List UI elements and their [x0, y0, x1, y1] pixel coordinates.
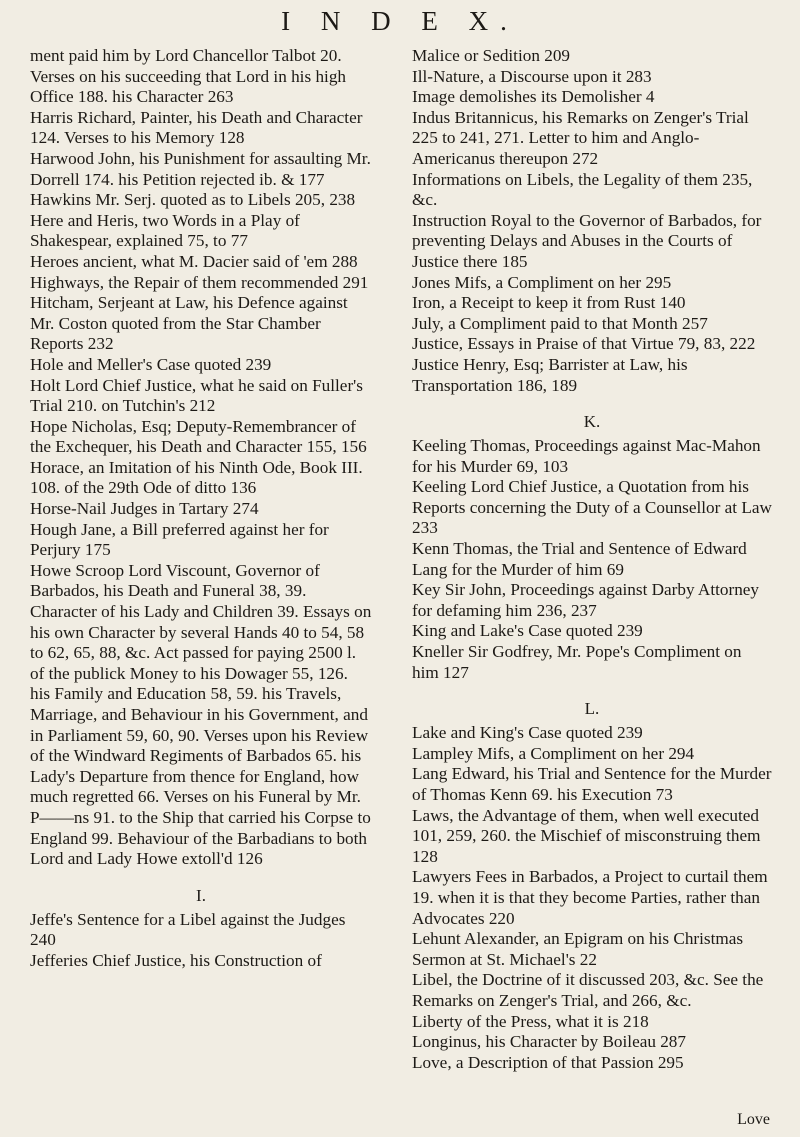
index-entry: Malice or Sedition 209 [412, 46, 571, 65]
index-entry: Lang Edward, his Trial and Sentence for the Murder of Thomas Kenn 69. his Execution 73 [412, 764, 772, 804]
index-entry: July, a Compliment paid to that Month 257 [412, 313, 708, 333]
index-entry: Ill-Nature, a Discourse upon it 283 [412, 66, 652, 86]
index-entry: Laws, the Advantage of them, when well executed 101, 259, 260. the Mischief of misconstruing them 128 [412, 805, 761, 866]
index-entry: Kneller Sir Godfrey, Mr. Pope's Compliment on him 127 [412, 642, 742, 682]
index-entry: Hitcham, Serjeant at Law, his Defence against Mr. Coston quoted from the Star Chamber Reports 232 [30, 293, 348, 354]
index-entry: Horace, an Imitation of his Ninth Ode, Book III. 108. of the 29th Ode of ditto 136 [30, 457, 363, 498]
index-entry: Jefferies Chief Justice, his Construction of [30, 950, 322, 970]
catchword: Love [737, 1111, 770, 1128]
index-entry: Here and Heris, two Words in a Play of Shakespear, explained 75, to 77 [30, 210, 300, 251]
index-entry: Hole and Meller's Case quoted 239 [30, 354, 272, 374]
index-entry: Indus Britannicus, his Remarks on Zenger's Trial 225 to 241, 271. Letter to him and Anglo-Americanus thereupon 272 [412, 107, 749, 168]
index-entry: Kenn Thomas, the Trial and Sentence of Edward Lang for the Murder of him 69 [412, 539, 747, 579]
index-entry: Keeling Thomas, Proceedings against Mac-Mahon for his Murder 69, 103 [412, 436, 761, 476]
index-entry: Key Sir John, Proceedings against Darby Attorney for defaming him 236, 237 [412, 580, 760, 620]
index-entry: Jones Mifs, a Compliment on her 295 [412, 272, 672, 292]
section-letter: I. [196, 885, 206, 905]
index-entry: Love, a Description of that Passion 295 [412, 1052, 684, 1072]
index-entry: Instruction Royal to the Governor of Barbados, for preventing Delays and Abuses in the Courts of Justice there 185 [412, 210, 762, 271]
page-header: I N D E X. [281, 6, 519, 36]
index-entry: Lehunt Alexander, an Epigram on his Christmas Sermon at St. Michael's 22 [412, 929, 744, 969]
index-entry: Libel, the Doctrine of it discussed 203, &c. See the Remarks on Zenger's Trial, and 266, &c. [412, 970, 764, 1010]
index-entry: Lawyers Fees in Barbados, a Project to curtail them 19. when it is that they become Parties, rather than Advocates 220 [412, 867, 768, 928]
index-entry: Informations on Libels, the Legality of them 235, &c. [412, 169, 753, 210]
index-entry: Justice Henry, Esq; Barrister at Law, his Transportation 186, 189 [412, 354, 688, 395]
index-entry: King and Lake's Case quoted 239 [412, 621, 643, 641]
index-entry: Horse-Nail Judges in Tartary 274 [30, 499, 259, 519]
section-letter: L. [584, 699, 600, 719]
index-entry: Longinus, his Character by Boileau 287 [412, 1032, 686, 1052]
index-entry: Hawkins Mr. Serj. quoted as to Libels 205, 238 [30, 190, 356, 210]
index-entry: Jeffe's Sentence for a Libel against the Judges 240 [30, 909, 346, 950]
index-entry: Holt Lord Chief Justice, what he said on Fuller's Trial 210. on Tutchin's 212 [30, 375, 363, 416]
index-entry: Lake and King's Case quoted 239 [412, 723, 643, 743]
section-letter: K. [583, 412, 601, 432]
index-entry: Liberty of the Press, what it is 218 [412, 1011, 649, 1031]
index-entry: Image demolishes its Demolisher 4 [412, 87, 655, 107]
index-entry: Lampley Mifs, a Compliment on her 294 [412, 743, 695, 763]
index-entry: Hough Jane, a Bill preferred against her for Perjury 175 [30, 519, 329, 560]
left-column [30, 46, 372, 972]
index-entry: Heroes ancient, what M. Dacier said of 'em 288 [30, 251, 358, 271]
index-entry: Keeling Lord Chief Justice, a Quotation from his Reports concerning the Duty of a Counsellor at Law 233 [412, 477, 772, 538]
right-column [412, 46, 772, 1073]
index-entry: Harris Richard, Painter, his Death and Character 124. Verses to his Memory 128 [30, 107, 363, 148]
index-entry: Harwood John, his Punishment for assaulting Mr. Dorrell 174. his Petition rejected ib. & 177 [30, 148, 371, 189]
index-entry: Iron, a Receipt to keep it from Rust 140 [412, 293, 686, 313]
index-entry: Howe Scroop Lord Viscount, Governor of Barbados, his Death and Funeral 38, 39. Character of his Lady and Children 39. Essays on his own Character by several Hands 40 to 54, 58 to 62, 65, 88, &c. Act passed for paying 2500 l. of the publick Money to his Dowager 55, 126. his Family and Education 58, 59. his Travels, Marriage, and Behaviour in his Government, and in Parliament 59, 60, 90. Verses upon his Review of the Windward Regiments of Barbados 65. his Lady's Departure from thence for England, how much regretted 66. Verses on his Funeral by Mr. P——ns 91. to the Ship that carried his Corpse to England 99. Behaviour of the Barbadians to both Lord and Lady Howe extoll'd 126 [30, 560, 372, 869]
index-entry: ment paid him by Lord Chancellor Talbot 20. Verses on his succeeding that Lord in his high Office 188. his Character 263 [30, 46, 347, 107]
index-entry: Justice, Essays in Praise of that Virtue 79, 83, 222 [412, 334, 756, 354]
index-entry: Highways, the Repair of them recommended 291 [30, 272, 369, 292]
index-entry: Hope Nicholas, Esq; Deputy-Remembrancer of the Exchequer, his Death and Character 155, 156 [30, 416, 367, 457]
